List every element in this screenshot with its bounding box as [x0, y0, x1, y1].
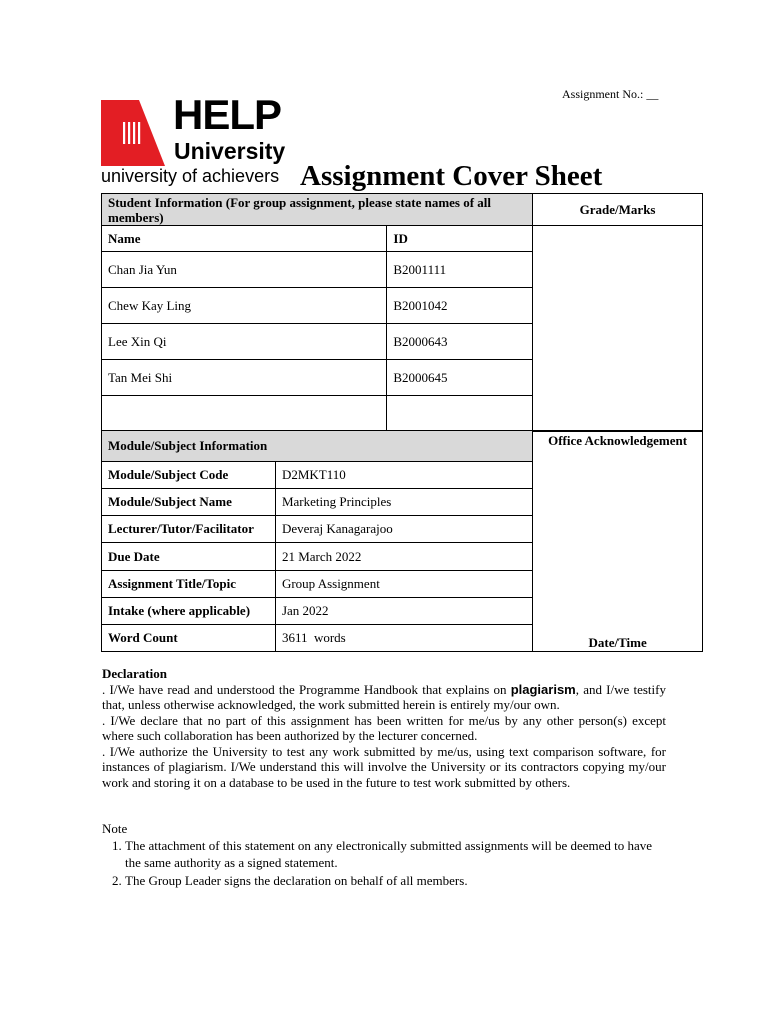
member-name: Chew Kay Ling [102, 288, 387, 324]
member-id: B2001111 [387, 252, 533, 288]
assignment-number: Assignment No.: __ [562, 87, 659, 101]
note-list [102, 837, 666, 889]
member-id: B2000645 [387, 360, 533, 396]
member-name: Tan Mei Shi [102, 360, 387, 396]
page-title: Assignment Cover Sheet [300, 160, 603, 192]
logo-university-text: University [174, 138, 286, 164]
lecturer-value: Deveraj Kanagarajoo [275, 516, 532, 543]
declaration-paragraph-1 [102, 682, 666, 713]
declaration-paragraph-3: . I/We authorize the University to test any work submitted by me/us, using text comparison software, for instances of plagiarism. I/We understand this will involve the University or its contractors copying my/our work and storing it on a database to be used in the future to test work submitted by others. [102, 743, 666, 790]
declaration-paragraph-2: . I/We declare that no part of this assignment has been written for me/us by any other person(s) except where such collaboration has been authorized by the lecturer concerned. [102, 712, 666, 743]
due-date-label: Due Date [102, 543, 276, 570]
module-info-heading: Module/Subject Information [102, 431, 533, 462]
date-time-label: Date/Time [588, 635, 647, 650]
member-name: Lee Xin Qi [102, 324, 387, 360]
declaration-section [102, 666, 666, 790]
office-acknowledgement-cell [533, 431, 703, 652]
plagiarism-emphasis: plagiarism [510, 681, 576, 697]
intake-label: Intake (where applicable) [102, 597, 276, 624]
member-id: B2000643 [387, 324, 533, 360]
id-column-header: ID [387, 226, 533, 252]
intake-value: Jan 2022 [275, 597, 532, 624]
assignment-title-label: Assignment Title/Topic [102, 570, 276, 597]
logo-mark-icon [101, 100, 165, 166]
declaration-text: , and I/we testify that, unless otherwise acknowledged, the work submitted herein is entirely my/our own. [102, 681, 666, 712]
logo-help-text: HELP [173, 91, 282, 138]
module-name-label: Module/Subject Name [102, 489, 276, 516]
module-info-table [101, 430, 703, 652]
name-column-header: Name [102, 226, 387, 252]
word-count-label: Word Count [102, 624, 276, 651]
member-id: B2001042 [387, 288, 533, 324]
note-heading: Note [102, 821, 128, 836]
student-info-heading: Student Information (For group assignment, please state names of all members) [102, 194, 533, 226]
declaration-text: . I/We have read and understood the Programme Handbook that explains on [102, 681, 511, 697]
declaration-heading: Declaration [102, 666, 167, 681]
word-count-value: 3611 words [275, 624, 532, 651]
member-id [387, 396, 533, 432]
note-section [102, 820, 666, 890]
lecturer-label: Lecturer/Tutor/Facilitator [102, 516, 276, 543]
member-name [102, 396, 387, 432]
due-date-value: 21 March 2022 [275, 543, 532, 570]
module-name-value: Marketing Principles [275, 489, 532, 516]
logo-tagline: university of achievers [101, 166, 280, 186]
member-name: Chan Jia Yun [102, 252, 387, 288]
grade-marks-cell [533, 226, 703, 432]
student-info-table [101, 193, 703, 432]
help-university-logo [101, 91, 286, 190]
module-code-label: Module/Subject Code [102, 462, 276, 489]
module-code-value: D2MKT110 [275, 462, 532, 489]
assignment-title-value: Group Assignment [275, 570, 532, 597]
grade-marks-heading: Grade/Marks [533, 194, 703, 226]
note-item: 1. The attachment of this statement on any electronically submitted assignments will be deemed to have the same authority as a signed statement. [125, 837, 666, 871]
office-acknowledgement-heading: Office Acknowledgement [548, 433, 688, 448]
note-item: 2. The Group Leader signs the declaration on behalf of all members. [125, 872, 666, 889]
